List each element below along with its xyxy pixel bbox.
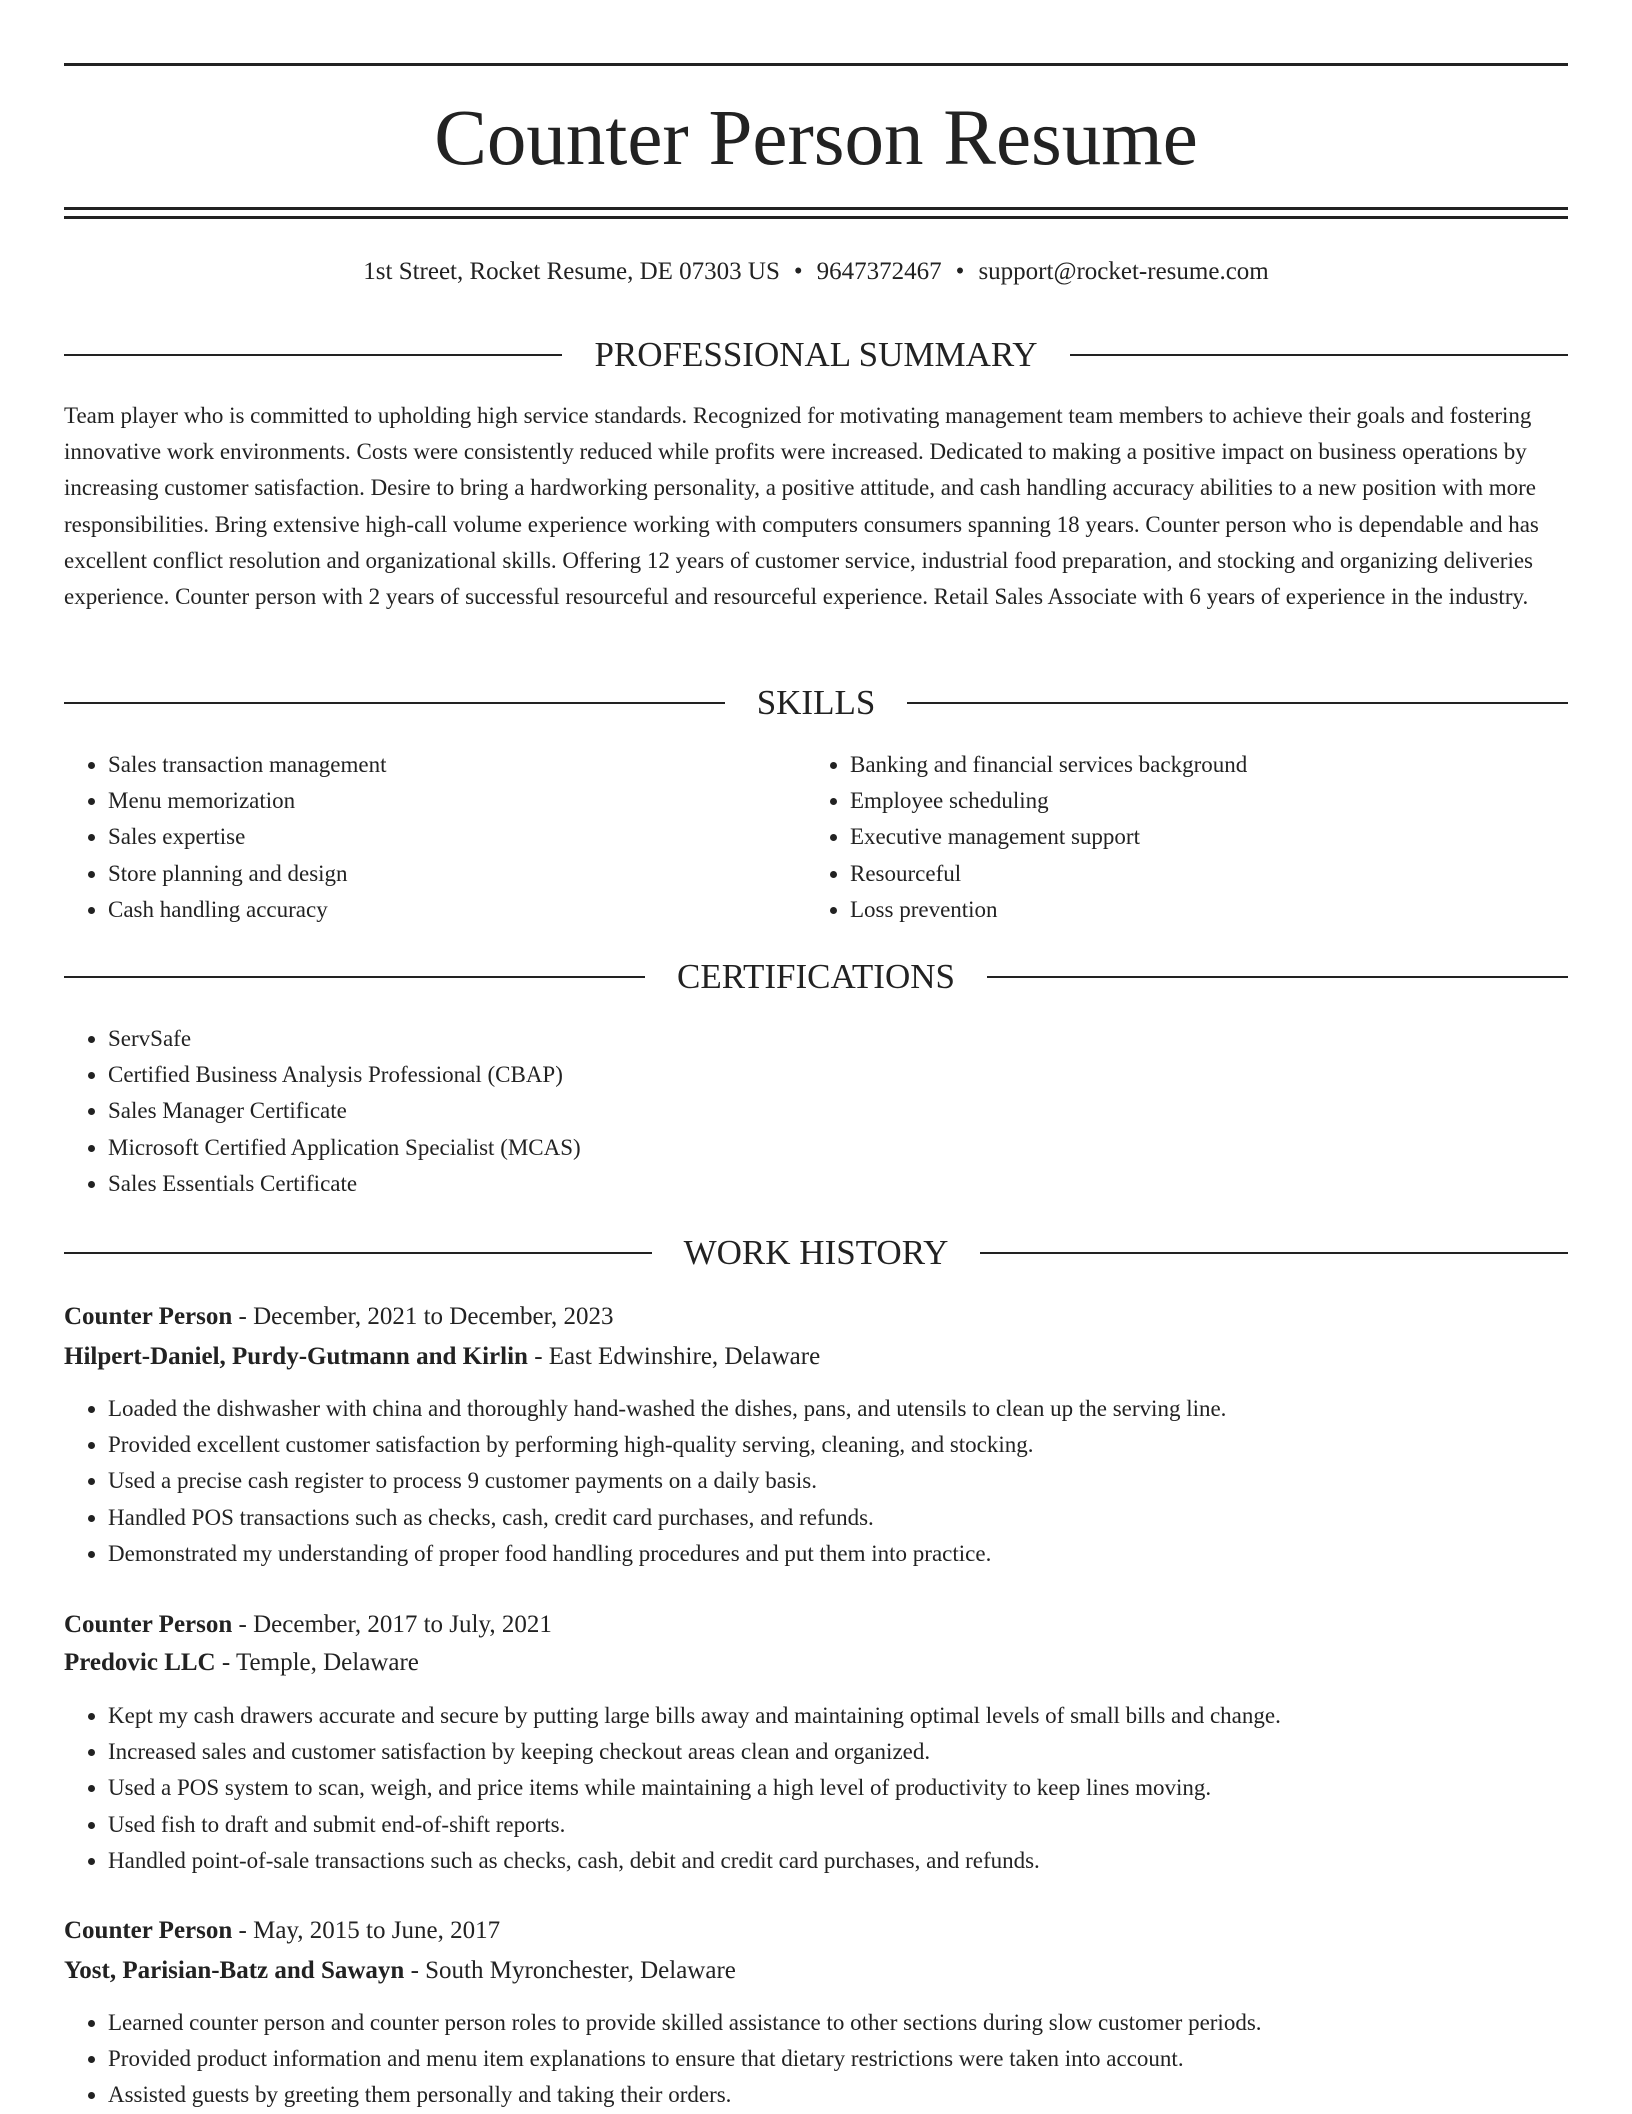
skill-item: • Executive management support <box>850 819 1610 855</box>
job-duty-item: • Handled point-of-sale transactions such as checks, cash, debit and credit card purchases, and refunds. <box>108 1843 1608 1879</box>
certifications-list <box>64 1021 1608 1202</box>
certification-item: • Microsoft Certified Application Specialist (MCAS) <box>108 1130 1608 1166</box>
certification-item: • ServSafe <box>108 1021 1608 1057</box>
title-rule-lower <box>64 216 1568 219</box>
job-duty-item: • Provided excellent customer satisfaction by performing high-quality serving, cleaning, and stocking. <box>108 1427 1608 1463</box>
summary-text: Team player who is committed to upholding high service standards. Recognized for motivating management team members to achieve their goals and fostering innovative work environments. Costs were consistently reduced while profits were increased. Dedicated to making a positive impact on business operations by increasing customer satisfaction. Desire to bring a hardworking personality, a positive attitude, and cash handling accuracy abilities to a new position with more responsibilities. Bring extensive high-call volume experience working with computers consumers spanning 18 years. Counter person who is dependable and has excellent conflict resolution and organizational skills. Offering 12 years of customer service, industrial food preparation, and stocking and organizing deliveries experience. Counter person with 2 years of successful resourceful and resourceful experience. Retail Sales Associate with 6 years of experience in the industry. <box>64 403 1539 610</box>
title-rule-upper <box>64 207 1568 210</box>
contact-address: 1st Street, Rocket Resume, DE 07303 US <box>363 258 780 285</box>
certification-item: • Sales Manager Certificate <box>108 1093 1608 1129</box>
job-dates: - May, 2015 to June, 2017 <box>238 1917 501 1944</box>
job-duties-list <box>64 1698 1608 1879</box>
heading-rule <box>64 1252 652 1254</box>
job-duty-item: • Used a POS system to scan, weigh, and price items while maintaining a high level of productivity to keep lines moving. <box>108 1770 1608 1806</box>
job-duty-item: • Demonstrated my understanding of proper food handling procedures and put them into practice. <box>108 1536 1608 1572</box>
contact-phone: 9647372467 <box>816 258 942 285</box>
heading-rule <box>64 354 562 356</box>
job-duty-item: • Loaded the dishwasher with china and thoroughly hand-washed the dishes, pans, and utensils to clean up the serving line. <box>108 1391 1608 1427</box>
section-heading-certifications <box>64 955 1568 999</box>
job-dates: - December, 2021 to December, 2023 <box>238 1303 614 1330</box>
skill-item: • Loss prevention <box>850 892 1610 928</box>
section-heading-summary <box>64 333 1568 377</box>
job-duty-item: • Increased sales and customer satisfaction by keeping checkout areas clean and organized. <box>108 1734 1608 1770</box>
job-duties-list <box>64 1391 1608 1572</box>
skill-item: • Cash handling accuracy <box>108 892 808 928</box>
job-duty-item: • Handled POS transactions such as checks, cash, credit card purchases, and refunds. <box>108 1500 1608 1536</box>
certification-item: • Certified Business Analysis Professional (CBAP) <box>108 1057 1608 1093</box>
section-title: WORK HISTORY <box>683 1233 949 1272</box>
contact-line <box>64 255 1568 289</box>
section-title: CERTIFICATIONS <box>677 957 955 996</box>
job-title: Counter Person <box>64 1917 233 1944</box>
heading-rule <box>907 702 1568 704</box>
skill-item: • Sales transaction management <box>108 747 808 783</box>
job-company-line <box>64 1953 736 1989</box>
job-company: Hilpert-Daniel, Purdy-Gutmann and Kirlin <box>64 1343 528 1370</box>
job-company-line <box>64 1339 820 1375</box>
job-title: Counter Person <box>64 1303 233 1330</box>
skill-item: • Menu memorization <box>108 783 808 819</box>
skill-item: • Banking and financial services background <box>850 747 1610 783</box>
job-location: - East Edwinshire, Delaware <box>534 1343 821 1370</box>
job-duty-item: • Assisted guests by greeting them personally and taking their orders. <box>108 2077 1608 2113</box>
section-title: SKILLS <box>756 683 876 722</box>
job-company-line <box>64 1645 419 1681</box>
skill-item: • Sales expertise <box>108 819 808 855</box>
job-title-line <box>64 1913 500 1949</box>
job-duty-item: • Used fish to draft and submit end-of-shift reports. <box>108 1807 1608 1843</box>
resume-title: Counter Person Resume <box>434 95 1198 182</box>
heading-rule <box>1070 354 1568 356</box>
job-company: Yost, Parisian-Batz and Sawayn <box>64 1957 405 1984</box>
skills-list-right <box>806 747 1610 928</box>
contact-separator: • <box>793 258 803 285</box>
skill-item: • Resourceful <box>850 856 1610 892</box>
job-duty-item: • Provided product information and menu item explanations to ensure that dietary restrictions were taken into account. <box>108 2041 1608 2077</box>
job-title-line <box>64 1607 552 1643</box>
job-duty-item: • Used a precise cash register to process 9 customer payments on a daily basis. <box>108 1463 1608 1499</box>
section-heading-work-history <box>64 1231 1568 1275</box>
heading-rule <box>64 702 725 704</box>
job-location: - South Myronchester, Delaware <box>410 1957 736 1984</box>
job-duty-item: • Kept my cash drawers accurate and secure by putting large bills away and maintaining optimal levels of small bills and change. <box>108 1698 1608 1734</box>
skills-list-left <box>64 747 808 928</box>
job-title-line <box>64 1299 613 1335</box>
job-location: - Temple, Delaware <box>221 1649 419 1676</box>
job-title: Counter Person <box>64 1611 233 1638</box>
skill-item: • Store planning and design <box>108 856 808 892</box>
section-heading-skills <box>64 681 1568 725</box>
contact-email: support@rocket-resume.com <box>978 258 1269 285</box>
top-rule <box>64 63 1568 66</box>
heading-rule <box>987 976 1568 978</box>
skill-item: • Employee scheduling <box>850 783 1610 819</box>
heading-rule <box>64 976 645 978</box>
section-title: PROFESSIONAL SUMMARY <box>594 335 1038 374</box>
job-duty-item: • Learned counter person and counter person roles to provide skilled assistance to other sections during slow customer periods. <box>108 2005 1608 2041</box>
job-dates: - December, 2017 to July, 2021 <box>238 1611 552 1638</box>
job-duties-list <box>64 2005 1608 2114</box>
heading-rule <box>980 1252 1568 1254</box>
job-company: Predovic LLC <box>64 1649 216 1676</box>
contact-separator: • <box>955 258 965 285</box>
certification-item: • Sales Essentials Certificate <box>108 1166 1608 1202</box>
